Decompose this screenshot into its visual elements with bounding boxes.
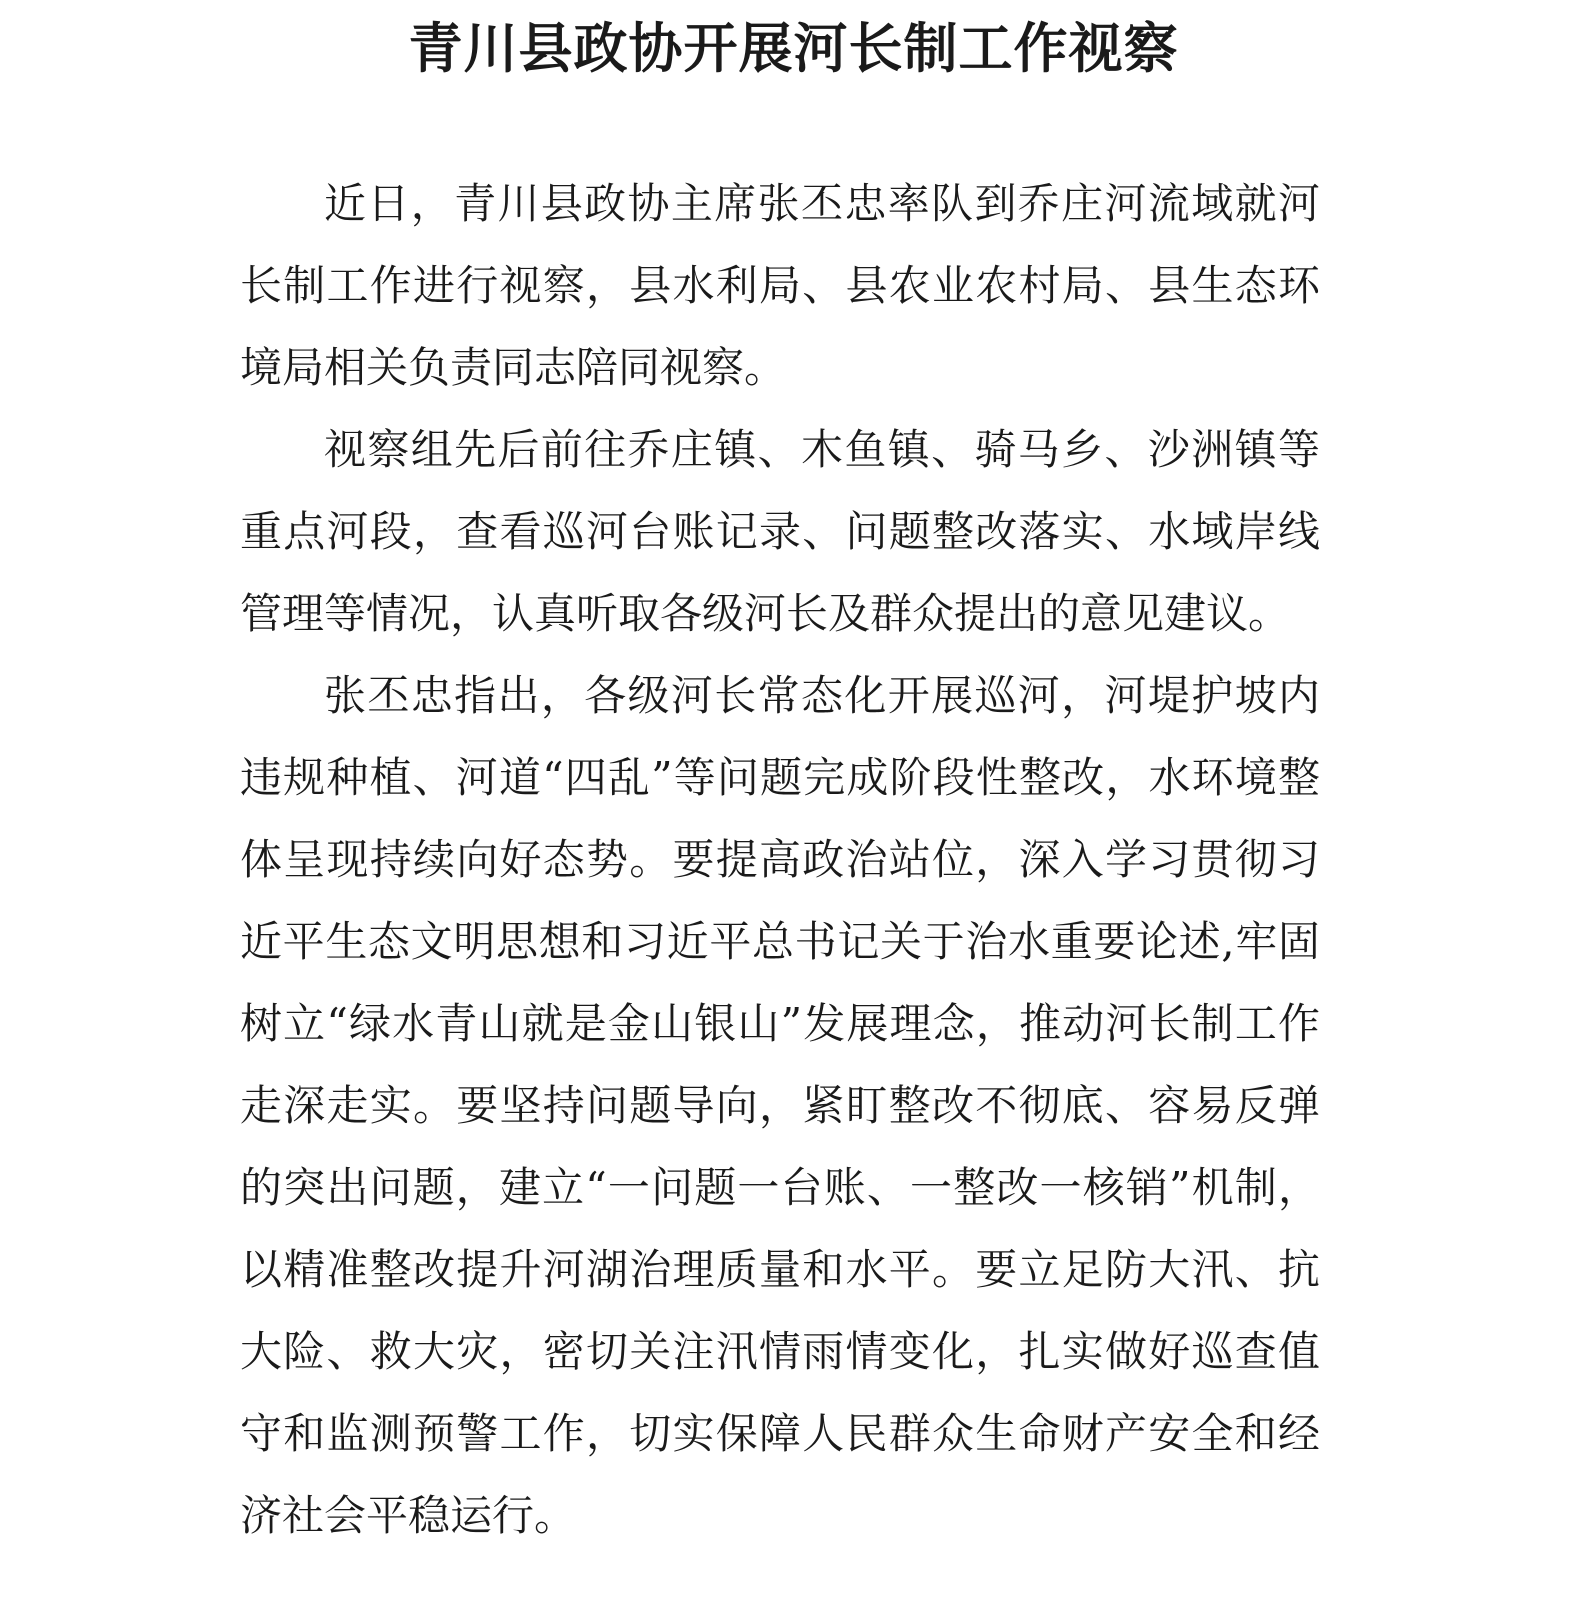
paragraph-2: 视察组先后前往乔庄镇、木鱼镇、骑马乡、沙洲镇等重点河段，查看巡河台账记录、问题整改落实、水域岸线管理等情况，认真听取各级河长及群众提出的意见建议。 xyxy=(240,425,1320,638)
document-title: 青川县政协开展河长制工作视察 xyxy=(408,16,1179,80)
paragraph-3: 张丕忠指出，各级河长常态化开展巡河，河堤护坡内违规种植、河道“四乱”等问题完成阶段性整改，水环境整体呈现持续向好态势。要提高政治站位，深入学习贯彻习近平生态文明思想和习近平总书记关于治水重要论述,牢固树立“绿水青山就是金山银山”发展理念，推动河长制工作走深走实。要坚持问题导向，紧盯整改不彻底、容易反弹的突出问题，建立“一问题一台账、一整改一核销”机制，以精准整改提升河湖治理质量和水平。要立足防大汛、抗大险、救大灾，密切关注汛情雨情变化，扎实做好巡查值守和监测预警工作，切实保障人民群众生命财产安全和经济社会平稳运行。 xyxy=(240,671,1320,1540)
paragraph-1: 近日，青川县政协主席张丕忠率队到乔庄河流域就河长制工作进行视察，县水利局、县农业农村局、县生态环境局相关负责同志陪同视察。 xyxy=(240,179,1320,392)
document-body xyxy=(240,163,1320,1557)
